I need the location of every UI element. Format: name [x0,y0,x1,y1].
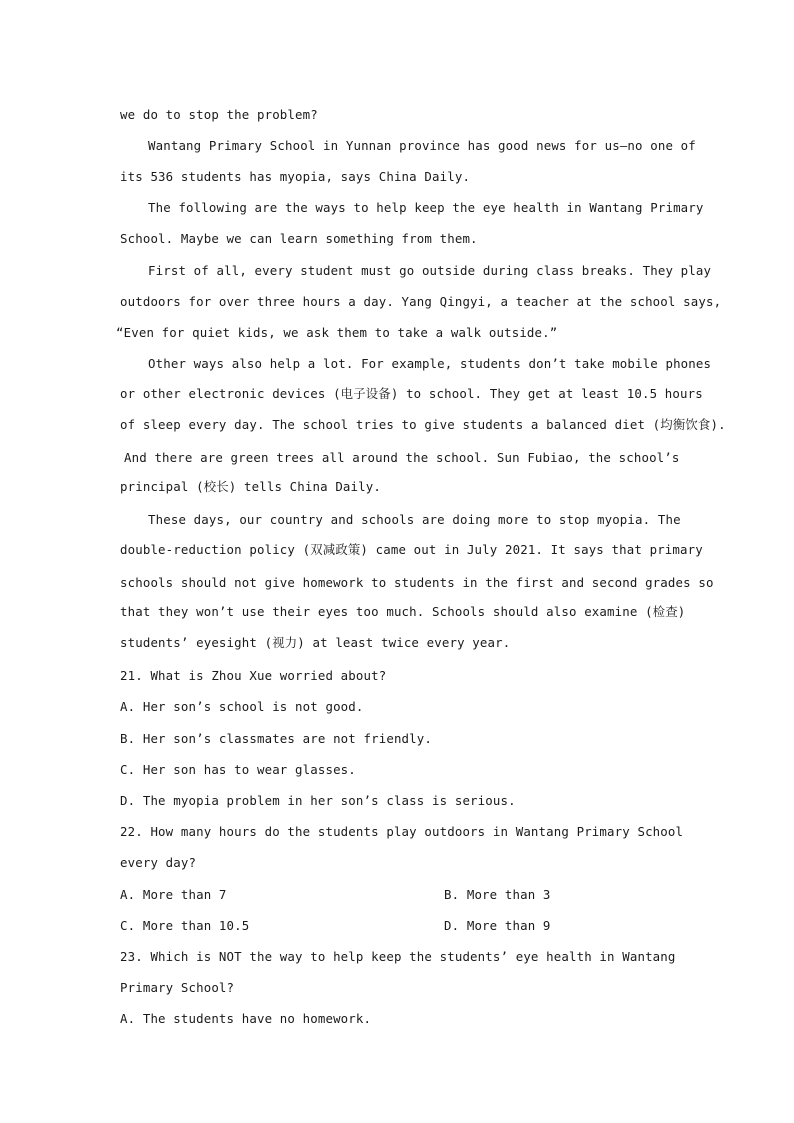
question-22-option-c: C. More than 10.5 [120,918,250,933]
passage-line: we do to stop the problem? [120,107,318,122]
question-23-stem: 23. Which is NOT the way to help keep the students’ eye health in Wantang [120,949,676,964]
question-23-option-a: A. The students have no homework. [120,1011,372,1026]
passage-line: principal (校长) tells China Daily. [120,479,381,494]
question-21-option-a: A. Her son’s school is not good. [120,699,364,714]
question-21-option-d: D. The myopia problem in her son’s class is serious. [120,793,516,808]
passage-line: Wantang Primary School in Yunnan province has good news for us—no one of [148,138,696,153]
passage-line: First of all, every student must go outside during class breaks. They play [148,263,712,278]
passage-line: or other electronic devices (电子设备) to school. They get at least 10.5 hours [120,386,703,401]
passage-line: Other ways also help a lot. For example, students don’t take mobile phones [148,356,712,371]
question-22-option-a: A. More than 7 [120,887,227,902]
question-23-stem: Primary School? [120,980,235,995]
passage-line: The following are the ways to help keep the eye health in Wantang Primary [148,200,704,215]
passage-line: outdoors for over three hours a day. Yang Qingyi, a teacher at the school says, [120,294,722,309]
question-22-stem: 22. How many hours do the students play outdoors in Wantang Primary School [120,824,684,839]
question-21-option-c: C. Her son has to wear glasses. [120,762,356,777]
passage-line: School. Maybe we can learn something from them. [120,231,478,246]
passage-line: These days, our country and schools are doing more to stop myopia. The [148,512,681,527]
passage-line: its 536 students has myopia, says China Daily. [120,169,471,184]
passage-line: And there are green trees all around the school. Sun Fubiao, the school’s [124,450,680,465]
question-21-option-b: B. Her son’s classmates are not friendly. [120,731,433,746]
passage-line: students’ eyesight (视力) at least twice every year. [120,635,511,650]
passage-line: schools should not give homework to students in the first and second grades so [120,575,714,590]
passage-line: “Even for quiet kids, we ask them to take a walk outside.” [116,325,558,340]
passage-line: of sleep every day. The school tries to give students a balanced diet (均衡饮食). [120,417,726,432]
question-22-option-b: B. More than 3 [444,887,551,902]
passage-line: that they won’t use their eyes too much. Schools should also examine (检查) [120,604,686,619]
question-21-stem: 21. What is Zhou Xue worried about? [120,668,387,683]
question-22-option-d: D. More than 9 [444,918,551,933]
question-22-stem: every day? [120,855,197,870]
passage-line: double-reduction policy (双减政策) came out in July 2021. It says that primary [120,542,703,557]
